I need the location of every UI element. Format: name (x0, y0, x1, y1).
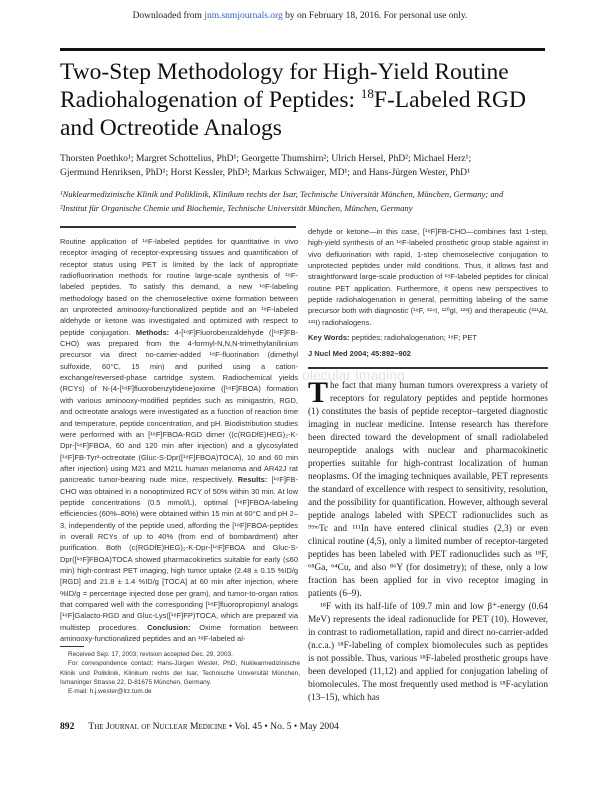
issue-info: • Vol. 45 • No. 5 • May 2004 (226, 721, 339, 732)
footnote-rule (60, 646, 84, 647)
journal-citation: J Nucl Med 2004; 45:892–902 (308, 349, 411, 359)
abstract-right-column: dehyde or ketone—in this case, [¹⁸F]FB-CHO—combines fast 1-step, high-yield synthesis of an ¹⁸F-labeled prosthetic group stable against in vivo defluorination with rapid, 1-step chemoselective conjugation to unprotected peptides under mild conditions. Thus, it allows fast and straightforward large-scale production of ¹⁸F-labeled peptides for clinical routine PET application. Furthermore, it opens new perspectives to peptide radiohalogenation in general, permitting labeling of the same precursor both with diagnostic (¹⁸F, ¹²⁴I, ¹²⁰gI, ¹²³I) and therapeutic (²¹¹At, ¹³¹I) radiohalogens. Key Words: peptides; radiohalogenation; ¹⁸F; PET J Nucl Med 2004; 45:892–902 (308, 227, 548, 359)
body-paragraph: The fact that many human tumors overexpress a variety of receptors for regulatory peptides and peptide hormones (1) constitutes the basis of peptide receptor–targeted diagnostic imaging in nuclear medicine. Intense research has therefore been directed toward the development of small radiolabeled neuropeptide analogs with nuclear and pharmacokinetic properties suitable for high-contrast localization of human neoplasms. Of the imaging techniques available, PET represents the standard of excellence with respect to sensitivity, resolution, and the possibility for quantification. However, although several peptide analogs labeled with SPECT radionuclides such as ⁹⁹ᵐTc and ¹¹¹In have entered clinical studies (2,3) or even clinical routine (4,5), only a limited number of receptor-targeted peptides has been labeled with PET radionuclides such as ¹⁸F, ⁶⁸Ga, ⁶⁴Cu, and also ⁸⁶Y (for dosimetry); of these, only a low fraction has been applied for in vivo receptor imaging in patients (6–9). (308, 376, 548, 599)
abstract-rule (60, 226, 296, 228)
keywords: Key Words: peptides; radiohalogenation; ¹⁸F; PET (308, 333, 477, 343)
journal-name: The Journal of Nuclear Medicine (88, 721, 227, 732)
download-notice: Downloaded from jnm.snmjournals.org by on February 18, 2016. For personal use only. (132, 11, 468, 21)
abstract-left-column: Routine application of ¹⁸F-labeled peptides for quantitative in vivo receptor imaging of receptor-expressing tissues and quantification of receptor status using PET is limited by the lack of appropriate radiofluorination methods for routine large-scale synthesis of ¹⁸F-labeled peptides. To satisfy this demand, a new ¹⁸F-labeling methodology based on the chemoselective oxime formation between an unprotected aminooxy-functionalized peptide and an ¹⁸F-labeled aldehyde or ketone was investigated and optimized with respect to peptide conjugation. Methods: 4-[¹⁸F]Fluorobenzaldehyde ([¹⁸F]FB-CHO) was prepared from the 4-formyl-N,N,N-trimethylanilinium precursor via direct no-carrier-added ¹⁸F-fluorination (dimethyl sulfoxide, 60°C, 15 min) and purified using a cation-exchange/reversed-phase cartridge system. Radiochemical yields (RCYs) of N-(4-[¹⁸F]fluorobenzylidene)oxime ([¹⁸F]FBOA) formation with various aminooxy-modified peptides such as minigastrin, RGD, and octreotate analogs were investigated as a function of reaction time and temperature, peptide concentration, and pH. Biodistribution studies were performed with an [¹⁸F]FBOA-RGD dimer ((c(RGDfE)HEG)₂-K-Dpr-[¹⁸F]FBOA, 60 and 120 min after injection) and a glycosylated [¹⁸F]FB-Tyr³-octreotate (Gluc-S-Dpr([¹⁸F]FBOA)TOCA), 10 and 60 min after injection) using M21 and M21L human melanoma and AR42J rat pancreatic tumor-bearing nude mice, respectively. Results: [¹⁸F]FB-CHO was obtained in a nonoptimized RCY of 50% within 30 min. At low peptide concentrations (0.5 mmol/L), optimal [¹⁸F]FBOA-labeling efficiencies (60%–80%) were obtained within 15 min at 60°C and pH 2–3, independently of the peptide used, affording the [¹⁸F]FBOA-peptides in overall RCYs of up to 40% (from end of bombardment) after purification. Both (c(RGDfE)HEG)₂-K-Dpr-[¹⁸F]FBOA and Gluc-S-Dpr([¹⁸F]FBOA)TOCA showed pharmacokinetics suitable for early (≤60 min) high-contrast PET imaging, high tumor uptake (2.48 ± 0.15 %ID/g [RGD] and 21.8 ± 1.4 %ID/g [TOCA] at 60 min after injection, where %ID/g = percentage injected dose per gram), and tumor-to-organ ratios that compared well with the corresponding [¹⁸F]fluoropropionyl analogs [¹⁸F]Galacto-RGD and Gluc-Lys([¹⁸F]FP)TOCA, which are prepared via multistep procedures. Conclusion: Oxime formation between aminooxy-functionalized peptides and an ¹⁸F-labeled al- (60, 237, 298, 644)
body-paragraph: ¹⁸F with its half-life of 109.7 min and low β⁺-energy (0.64 MeV) represents the ideal radionuclide for PET (10). However, in contrast to radiometallation, rapid and direct no-carrier-added (n.c.a.) ¹⁸F-labeling of complex biomolecules such as peptides is not possible. Thus, various ¹⁸F-labeled prosthetic groups have been developed (11,12) and applied for conjugation labeling of biomolecules. The most frequently used method is ¹⁸F-acylation (13–15), which has (308, 602, 548, 703)
journal-link[interactable]: jnm.snmjournals.org (204, 11, 283, 21)
author-list: Thorsten Poethko¹; Margret Schottelius, PhD¹; Georgette Thumshirn²; Ulrich Hersel, PhD²; Michael Herz¹; Gjermund Henriksen, PhD¹; Horst Kessler, PhD²; Markus Schwaiger, MD¹; and Hans-Jürgen Wester, PhD¹ (60, 153, 472, 178)
footnotes: Received Sep. 17, 2003; revision accepted Dec. 29, 2003. For correspondence contact: Hans-Jürgen Wester, PhD, Nuklearmedizinische Klinik und Poliklinik, Klinikum rechts der Isar, Technische Universität München, Ismaninger Strasse 22, D-81675 München, Germany. E-mail: h.j.wester@lrz.tum.de (60, 651, 300, 696)
affiliations: ¹Nuklearmedizinische Klinik und Poliklinik, Klinikum rechts der Isar, Technische Universität München, München, Germany; and ²Institut für Organische Chemie und Biochemie, Technische Universität München, München, Germany (60, 189, 504, 213)
drop-cap: T (308, 376, 329, 409)
page-number: 892 (60, 721, 75, 732)
body-text (308, 376, 548, 705)
watermark: olecular Imaging (302, 367, 405, 383)
page-footer (60, 721, 560, 732)
article-title: Two-Step Methodology for High-Yield Routine Radiohalogenation of Peptides: $^{18}$F-Labeled RGD and Octreotide Analogs (60, 59, 526, 141)
top-rule (60, 48, 545, 51)
